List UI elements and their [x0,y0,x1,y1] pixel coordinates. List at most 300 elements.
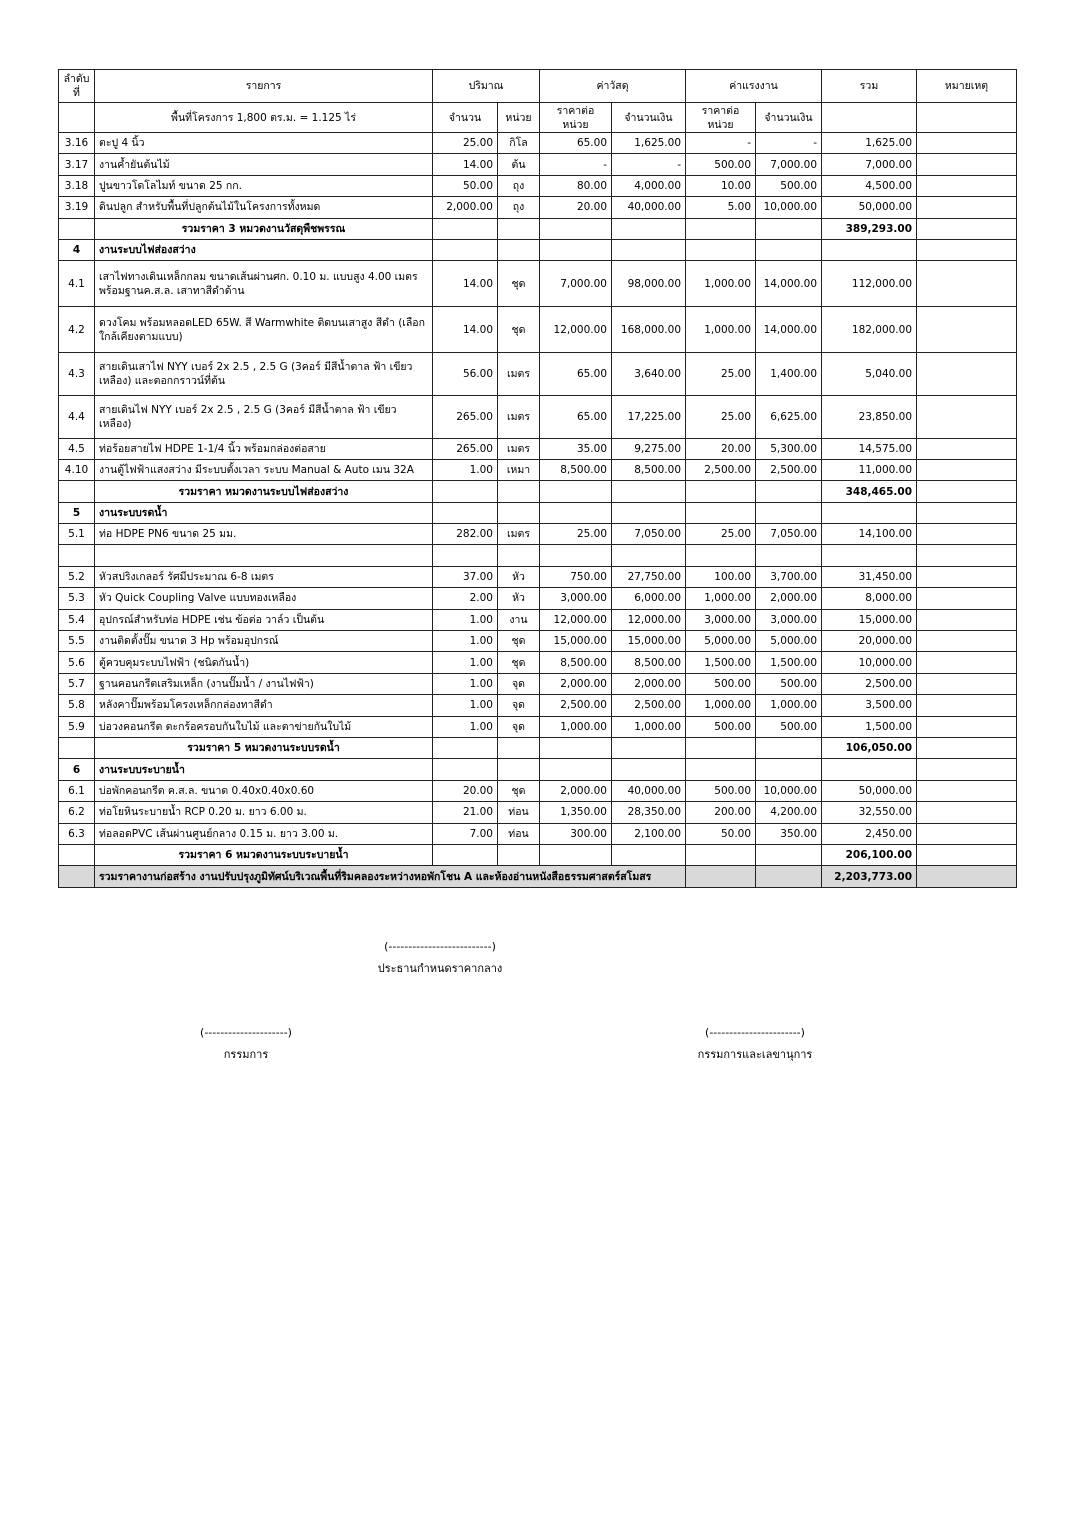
secretary-title: กรรมการและเลขานุการ [697,1048,813,1061]
row-labor-amount: 7,050.00 [756,524,822,545]
empty-cell [433,481,498,502]
section-row [59,239,1017,260]
row-number: 5.8 [59,695,95,716]
row-total: 15,000.00 [822,609,917,630]
row-labor-unit-price: - [686,133,756,154]
row-labor-amount: 350.00 [756,823,822,844]
empty-cell [756,545,822,566]
row-number: 4.2 [59,307,95,353]
row-total: 5,040.00 [822,353,917,396]
row-material-amount: 2,000.00 [612,673,686,694]
table-row [59,780,1017,801]
row-labor-amount: 3,000.00 [756,609,822,630]
row-unit: หัว [498,588,540,609]
empty-cell [433,218,498,239]
row-material-amount: 2,500.00 [612,695,686,716]
member-signature-line: (---------------------) [200,1026,292,1039]
table-row [59,631,1017,652]
row-unit: เมตร [498,395,540,438]
row-material-amount: 3,640.00 [612,353,686,396]
row-quantity: 1.00 [433,716,498,737]
row-description: บ่อพักคอนกรีต ค.ส.ล. ขนาด 0.40x0.40x0.60 [95,780,433,801]
header-material-cost: ค่าวัสดุ [540,70,686,103]
header-remark: หมายเหตุ [917,70,1017,103]
empty-cell [540,218,612,239]
row-remark [917,652,1017,673]
empty-cell [822,759,917,780]
row-material-unit-price: 8,500.00 [540,459,612,480]
empty-cell [917,239,1017,260]
row-number: 5.4 [59,609,95,630]
empty-cell [917,738,1017,759]
row-labor-unit-price: 25.00 [686,353,756,396]
row-labor-unit-price: 1,000.00 [686,588,756,609]
row-labor-unit-price: 25.00 [686,395,756,438]
header-remark-blank [917,103,1017,133]
table-row [59,154,1017,175]
row-material-unit-price: 35.00 [540,438,612,459]
row-number: 4.10 [59,459,95,480]
row-material-amount: - [612,154,686,175]
empty-cell [433,239,498,260]
row-description: ปูนขาวโดโลไมท์ ขนาด 25 กก. [95,175,433,196]
header-total-blank [822,103,917,133]
empty-cell [498,239,540,260]
row-material-unit-price: 12,000.00 [540,609,612,630]
row-unit: ถุง [498,175,540,196]
header-quantity: ปริมาณ [433,70,540,103]
row-number: 5.3 [59,588,95,609]
row-labor-amount: 7,000.00 [756,154,822,175]
row-total: 182,000.00 [822,307,917,353]
row-number: 5.1 [59,524,95,545]
table-row [59,673,1017,694]
empty-cell [59,844,95,865]
table-row [59,459,1017,480]
empty-cell [59,545,95,566]
subtotal-amount: 106,050.00 [822,738,917,759]
row-description: ท่อ HDPE PN6 ขนาด 25 มม. [95,524,433,545]
row-unit: จุด [498,673,540,694]
empty-cell [498,218,540,239]
empty-cell [756,239,822,260]
row-material-unit-price: 2,500.00 [540,695,612,716]
row-labor-unit-price: 500.00 [686,780,756,801]
empty-cell [498,738,540,759]
empty-cell [498,844,540,865]
row-labor-amount: 5,000.00 [756,631,822,652]
section-row [59,502,1017,523]
row-unit: ชุด [498,780,540,801]
row-total: 23,850.00 [822,395,917,438]
empty-cell [822,545,917,566]
row-remark [917,395,1017,438]
row-material-unit-price: 65.00 [540,395,612,438]
empty-cell [686,844,756,865]
row-total: 14,575.00 [822,438,917,459]
row-material-amount: 8,500.00 [612,652,686,673]
row-labor-unit-price: 10.00 [686,175,756,196]
row-material-amount: 1,000.00 [612,716,686,737]
row-number: 5.7 [59,673,95,694]
table-row [59,133,1017,154]
row-total: 112,000.00 [822,261,917,307]
row-labor-amount: 14,000.00 [756,261,822,307]
row-number: 4.1 [59,261,95,307]
empty-cell [498,545,540,566]
empty-cell [540,545,612,566]
price-table [58,69,1017,888]
row-labor-amount: 2,000.00 [756,588,822,609]
row-unit: จุด [498,716,540,737]
row-description: หัวสปริงเกลอร์ รัศมีประมาณ 6-8 เมตร [95,566,433,587]
empty-cell [686,866,756,887]
header-total: รวม [822,70,917,103]
empty-cell [612,502,686,523]
row-total: 50,000.00 [822,197,917,218]
row-labor-unit-price: 50.00 [686,823,756,844]
row-labor-unit-price: 5,000.00 [686,631,756,652]
row-material-amount: 4,000.00 [612,175,686,196]
row-total: 10,000.00 [822,652,917,673]
table-row [59,566,1017,587]
empty-cell [433,502,498,523]
row-total: 4,500.00 [822,175,917,196]
row-labor-amount: 5,300.00 [756,438,822,459]
row-material-unit-price: - [540,154,612,175]
row-labor-amount: 1,000.00 [756,695,822,716]
row-quantity: 1.00 [433,609,498,630]
row-material-amount: 15,000.00 [612,631,686,652]
row-material-amount: 1,625.00 [612,133,686,154]
blank-row [59,545,1017,566]
row-labor-unit-price: 3,000.00 [686,609,756,630]
row-material-amount: 40,000.00 [612,780,686,801]
empty-cell [686,481,756,502]
empty-cell [433,759,498,780]
row-quantity: 2,000.00 [433,197,498,218]
row-quantity: 1.00 [433,652,498,673]
empty-cell [686,759,756,780]
empty-cell [756,738,822,759]
row-quantity: 1.00 [433,459,498,480]
row-material-amount: 6,000.00 [612,588,686,609]
row-material-unit-price: 1,000.00 [540,716,612,737]
empty-cell [59,738,95,759]
empty-cell [686,502,756,523]
row-description: ท่อโยหินระบายน้ำ RCP 0.20 ม. ยาว 6.00 ม. [95,802,433,823]
row-unit: ชุด [498,261,540,307]
row-remark [917,438,1017,459]
row-labor-unit-price: 20.00 [686,438,756,459]
section-number: 6 [59,759,95,780]
empty-cell [917,218,1017,239]
row-material-amount: 17,225.00 [612,395,686,438]
chair-signature [340,936,540,980]
empty-cell [756,759,822,780]
row-remark [917,673,1017,694]
empty-cell [612,759,686,780]
grand-total-amount: 2,203,773.00 [822,866,917,887]
subtotal-row [59,218,1017,239]
row-description: ดินปลูก สำหรับพื้นที่ปลูกต้นไม้ในโครงการทั้งหมด [95,197,433,218]
row-description: ท่อร้อยสายไฟ HDPE 1-1/4 นิ้ว พร้อมกล่องต่อสาย [95,438,433,459]
row-number: 6.2 [59,802,95,823]
row-quantity: 1.00 [433,673,498,694]
table-row [59,307,1017,353]
row-material-unit-price: 1,350.00 [540,802,612,823]
header-item: รายการ [95,70,433,103]
subtotal-row [59,738,1017,759]
row-unit: เมตร [498,353,540,396]
row-quantity: 265.00 [433,438,498,459]
section-number: 5 [59,502,95,523]
row-description: ท่อลอดPVC เส้นผ่านศูนย์กลาง 0.15 ม. ยาว 3.00 ม. [95,823,433,844]
row-remark [917,459,1017,480]
row-labor-unit-price: 500.00 [686,716,756,737]
header-unit: หน่วย [498,103,540,133]
secretary-signature-line: (-----------------------) [705,1026,805,1039]
row-unit: จุด [498,695,540,716]
row-labor-amount: 500.00 [756,673,822,694]
header-labor-amount: จำนวนเงิน [756,103,822,133]
row-description: สายเดินเสาไฟ NYY เบอร์ 2x 2.5 , 2.5 G (3คอร์ มีสีน้ำตาล ฟ้า เขียวเหลือง) และตอกกราวน์ที่ต้น [95,353,433,396]
empty-cell [686,545,756,566]
row-quantity: 14.00 [433,307,498,353]
header-no: ลำดับที่ [59,70,95,103]
empty-cell [433,545,498,566]
empty-cell [612,844,686,865]
empty-cell [95,545,433,566]
empty-cell [756,218,822,239]
row-unit: ชุด [498,652,540,673]
row-labor-unit-price: 1,000.00 [686,307,756,353]
row-labor-unit-price: 1,500.00 [686,652,756,673]
empty-cell [686,218,756,239]
row-labor-amount: 1,400.00 [756,353,822,396]
row-unit: เมตร [498,524,540,545]
row-remark [917,716,1017,737]
row-number: 4.3 [59,353,95,396]
empty-cell [612,738,686,759]
row-number: 5.5 [59,631,95,652]
row-remark [917,695,1017,716]
table-row [59,395,1017,438]
row-remark [917,588,1017,609]
empty-cell [540,481,612,502]
grand-total-label: รวมราคางานก่อสร้าง งานปรับปรุงภูมิทัศน์บริเวณพื้นที่ริมคลองระหว่างหอพักโชน A และห้องอ่านหนังสือธรรมศาสตร์สโมสร [95,866,686,887]
section-number: 4 [59,239,95,260]
row-material-amount: 168,000.00 [612,307,686,353]
row-quantity: 7.00 [433,823,498,844]
row-remark [917,154,1017,175]
row-material-amount: 28,350.00 [612,802,686,823]
empty-cell [433,844,498,865]
row-material-unit-price: 25.00 [540,524,612,545]
row-labor-amount: 500.00 [756,175,822,196]
empty-cell [540,502,612,523]
row-total: 31,450.00 [822,566,917,587]
row-remark [917,307,1017,353]
row-description: งานตู้ไฟฟ้าแสงสว่าง มีระบบตั้งเวลา ระบบ Manual & Auto เมน 32A [95,459,433,480]
empty-cell [612,481,686,502]
grand-total-row [59,866,1017,887]
table-row [59,175,1017,196]
row-material-unit-price: 80.00 [540,175,612,196]
row-material-amount: 98,000.00 [612,261,686,307]
row-labor-amount: 4,200.00 [756,802,822,823]
row-total: 8,000.00 [822,588,917,609]
section-row [59,759,1017,780]
empty-cell [498,759,540,780]
row-quantity: 1.00 [433,695,498,716]
row-total: 32,550.00 [822,802,917,823]
empty-cell [686,738,756,759]
row-material-unit-price: 65.00 [540,133,612,154]
empty-cell [822,502,917,523]
section-title: งานระบบรดน้ำ [95,502,433,523]
row-description: ดวงโคม พร้อมหลอดLED 65W. สี Warmwhite ติดบนเสาสูง สีดำ (เลือกใกล้เคียงตามแบบ) [95,307,433,353]
empty-cell [686,239,756,260]
row-number: 5.9 [59,716,95,737]
secretary-signature [655,1022,855,1066]
empty-cell [756,502,822,523]
row-number: 3.16 [59,133,95,154]
header-material-unit-price: ราคาต่อหน่วย [540,103,612,133]
row-material-unit-price: 15,000.00 [540,631,612,652]
member-signature [146,1022,346,1066]
header-labor-unit-price: ราคาต่อหน่วย [686,103,756,133]
row-material-unit-price: 65.00 [540,353,612,396]
row-quantity: 56.00 [433,353,498,396]
row-number: 6.3 [59,823,95,844]
subtotal-label: รวมราคา 3 หมวดงานวัสดุพืชพรรณ [95,218,433,239]
subtotal-row [59,481,1017,502]
row-labor-amount: - [756,133,822,154]
row-unit: ท่อน [498,823,540,844]
row-material-unit-price: 12,000.00 [540,307,612,353]
empty-cell [917,866,1017,887]
row-material-unit-price: 750.00 [540,566,612,587]
row-unit: งาน [498,609,540,630]
empty-cell [917,545,1017,566]
row-description: สายเดินไฟ NYY เบอร์ 2x 2.5 , 2.5 G (3คอร์ มีสีน้ำตาล ฟ้า เขียวเหลือง) [95,395,433,438]
row-material-amount: 40,000.00 [612,197,686,218]
row-total: 1,500.00 [822,716,917,737]
row-quantity: 50.00 [433,175,498,196]
row-remark [917,609,1017,630]
row-number: 3.19 [59,197,95,218]
row-labor-unit-price: 500.00 [686,673,756,694]
row-description: ตู้ควบคุมระบบไฟฟ้า (ชนิดกันน้ำ) [95,652,433,673]
section-title: งานระบบไฟส่องสว่าง [95,239,433,260]
row-total: 50,000.00 [822,780,917,801]
empty-cell [59,866,95,887]
row-material-amount: 27,750.00 [612,566,686,587]
row-material-unit-price: 300.00 [540,823,612,844]
subtotal-amount: 206,100.00 [822,844,917,865]
table-row [59,524,1017,545]
row-labor-unit-price: 5.00 [686,197,756,218]
empty-cell [433,738,498,759]
row-remark [917,566,1017,587]
row-remark [917,631,1017,652]
row-description: หัว Quick Coupling Valve แบบทองเหลือง [95,588,433,609]
row-number: 6.1 [59,780,95,801]
header-blank-cell [59,103,95,133]
row-material-amount: 7,050.00 [612,524,686,545]
table-row [59,197,1017,218]
empty-cell [540,844,612,865]
subtotal-amount: 389,293.00 [822,218,917,239]
row-material-amount: 2,100.00 [612,823,686,844]
header-area-note: พื้นที่โครงการ 1,800 ตร.ม. = 1.125 ไร่ [95,103,433,133]
row-quantity: 20.00 [433,780,498,801]
row-quantity: 14.00 [433,154,498,175]
row-quantity: 1.00 [433,631,498,652]
row-material-unit-price: 8,500.00 [540,652,612,673]
row-description: หลังคาปั๊มพร้อมโครงเหล็กกล่องทาสีดำ [95,695,433,716]
row-remark [917,261,1017,307]
row-description: งานติดตั้งปั๊ม ขนาด 3 Hp พร้อมอุปกรณ์ [95,631,433,652]
row-description: บ่อวงคอนกรีต ตะกร้อครอบกันใบไม้ และตาข่ายกันใบไม้ [95,716,433,737]
empty-cell [59,481,95,502]
row-labor-unit-price: 1,000.00 [686,695,756,716]
row-material-unit-price: 3,000.00 [540,588,612,609]
row-unit: ถุง [498,197,540,218]
header-labor-cost: ค่าแรงงาน [686,70,822,103]
row-labor-unit-price: 2,500.00 [686,459,756,480]
empty-cell [612,239,686,260]
empty-cell [540,239,612,260]
row-unit: ชุด [498,631,540,652]
row-quantity: 282.00 [433,524,498,545]
empty-cell [59,218,95,239]
subtotal-label: รวมราคา 6 หมวดงานระบบระบายน้ำ [95,844,433,865]
row-labor-amount: 2,500.00 [756,459,822,480]
row-quantity: 37.00 [433,566,498,587]
row-unit: ท่อน [498,802,540,823]
row-total: 3,500.00 [822,695,917,716]
empty-cell [756,866,822,887]
row-labor-amount: 10,000.00 [756,780,822,801]
row-total: 1,625.00 [822,133,917,154]
table-row [59,261,1017,307]
row-material-amount: 9,275.00 [612,438,686,459]
row-material-amount: 12,000.00 [612,609,686,630]
row-number: 4.5 [59,438,95,459]
header-qty: จำนวน [433,103,498,133]
row-labor-amount: 10,000.00 [756,197,822,218]
table-row [59,652,1017,673]
row-number: 3.18 [59,175,95,196]
row-labor-unit-price: 200.00 [686,802,756,823]
section-title: งานระบบระบายน้ำ [95,759,433,780]
row-quantity: 21.00 [433,802,498,823]
row-material-unit-price: 2,000.00 [540,780,612,801]
row-total: 7,000.00 [822,154,917,175]
empty-cell [756,844,822,865]
row-description: อุปกรณ์สำหรับท่อ HDPE เช่น ข้อต่อ วาล์ว เป็นต้น [95,609,433,630]
subtotal-label: รวมราคา 5 หมวดงานระบบรดน้ำ [95,738,433,759]
row-material-unit-price: 2,000.00 [540,673,612,694]
row-remark [917,823,1017,844]
row-labor-amount: 14,000.00 [756,307,822,353]
empty-cell [917,502,1017,523]
row-labor-amount: 500.00 [756,716,822,737]
table-row [59,438,1017,459]
table-row [59,353,1017,396]
